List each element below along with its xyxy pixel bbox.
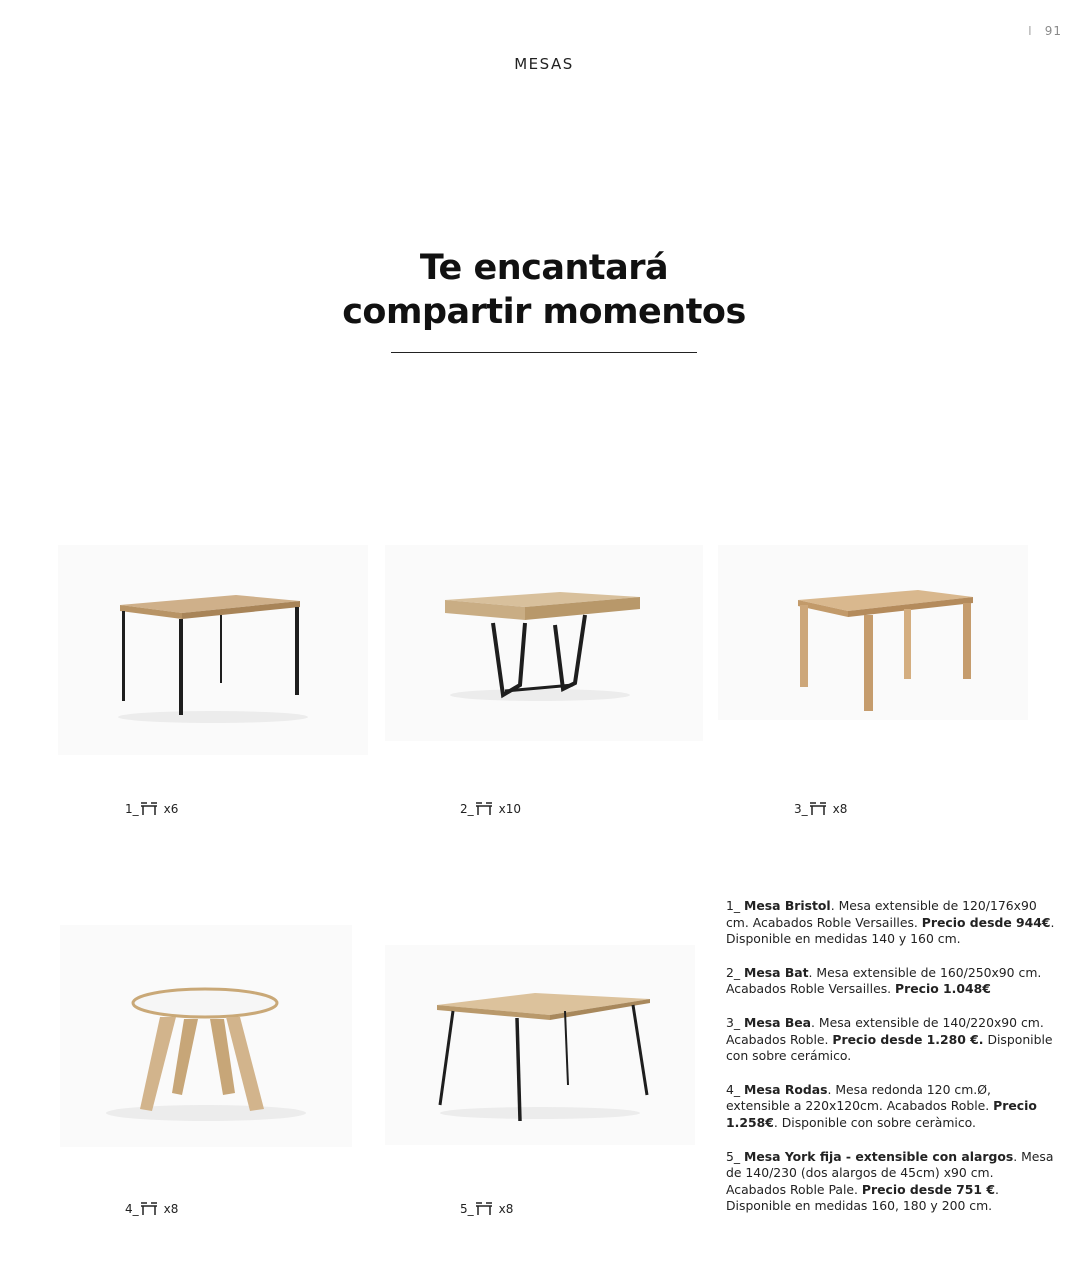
seat-count-label: x8 <box>163 1202 179 1216</box>
headline-line-1: Te encantará <box>419 248 669 288</box>
headline-divider <box>391 352 697 353</box>
product-number: 1_ <box>125 802 139 816</box>
product-name: Mesa Bat <box>744 964 809 980</box>
product-number: 2_ <box>460 802 474 816</box>
product-image-bat <box>385 545 703 741</box>
description-text: . Mesa extensible de 140/220x90 cm. Acabados Roble. <box>726 1014 1044 1047</box>
description-number: 5_ <box>726 1148 745 1164</box>
description-text: . Disponible en medidas 140 y 160 cm. <box>726 914 1055 947</box>
seat-count-label: x6 <box>163 802 179 816</box>
seat-count-label: x8 <box>832 802 848 816</box>
product-name: Mesa York fija - extensible con alargos <box>744 1148 1014 1164</box>
product-descriptions <box>726 898 1056 1232</box>
seat-count-2 <box>460 802 521 816</box>
seat-count-5 <box>460 1202 513 1216</box>
product-image-rodas <box>60 925 352 1147</box>
seat-count-1 <box>125 802 178 816</box>
headline-line-2: compartir momentos <box>342 292 746 332</box>
product-number: 4_ <box>125 1202 139 1216</box>
section-title: MESAS <box>514 55 574 73</box>
description-3 <box>726 1015 1056 1065</box>
description-number: 1_ <box>726 898 745 913</box>
product-price: Precio desde 1.280 €. <box>832 1031 984 1047</box>
description-1 <box>726 898 1056 948</box>
description-text: . Disponible con sobre ceràmico. <box>773 1114 976 1130</box>
seat-count-3 <box>794 802 847 816</box>
table-chairs-icon <box>809 802 827 816</box>
product-image-york <box>385 945 695 1145</box>
product-image-bristol <box>58 545 368 755</box>
description-text: Disponible con sobre cerámico. <box>726 1031 1053 1064</box>
description-number: 3_ <box>726 1014 745 1030</box>
product-name: Mesa Rodas <box>744 1081 828 1097</box>
table-chairs-icon <box>475 1202 493 1216</box>
product-price: Precio desde 944€ <box>921 914 1051 930</box>
description-text: . Mesa extensible de 120/176x90 cm. Acabados Roble Versailles. <box>726 898 1037 930</box>
description-number: 2_ <box>726 964 745 980</box>
product-price: Precio desde 751 € <box>861 1181 995 1197</box>
description-4 <box>726 1082 1056 1132</box>
product-number: 5_ <box>460 1202 474 1216</box>
description-number: 4_ <box>726 1081 745 1097</box>
table-chairs-icon <box>475 802 493 816</box>
description-2 <box>726 965 1056 998</box>
seat-count-4 <box>125 1202 178 1216</box>
seat-count-label: x8 <box>498 1202 514 1216</box>
table-chairs-icon <box>140 1202 158 1216</box>
description-text: . Mesa redonda 120 cm.Ø, extensible a 220x120cm. Acabados Roble. <box>726 1081 994 1114</box>
product-price: Precio 1.048€ <box>895 981 991 997</box>
product-price: Precio 1.258€ <box>726 1098 1037 1130</box>
description-text: . Mesa de 140/230 (dos alargos de 45cm) x90 cm. Acabados Roble Pale. <box>726 1148 1054 1197</box>
description-5 <box>726 1149 1056 1215</box>
product-name: Mesa Bristol <box>744 898 831 913</box>
description-text: . Mesa extensible de 160/250x90 cm. Acabados Roble Versailles. <box>726 964 1042 997</box>
headline <box>0 246 1088 334</box>
table-chairs-icon <box>140 802 158 816</box>
product-name: Mesa Bea <box>744 1014 812 1030</box>
page-number: I 91 <box>1028 24 1062 38</box>
description-text: . Disponible en medidas 160, 180 y 200 cm. <box>726 1181 999 1214</box>
product-image-bea <box>718 545 1028 720</box>
seat-count-label: x10 <box>498 802 522 816</box>
product-number: 3_ <box>794 802 808 816</box>
